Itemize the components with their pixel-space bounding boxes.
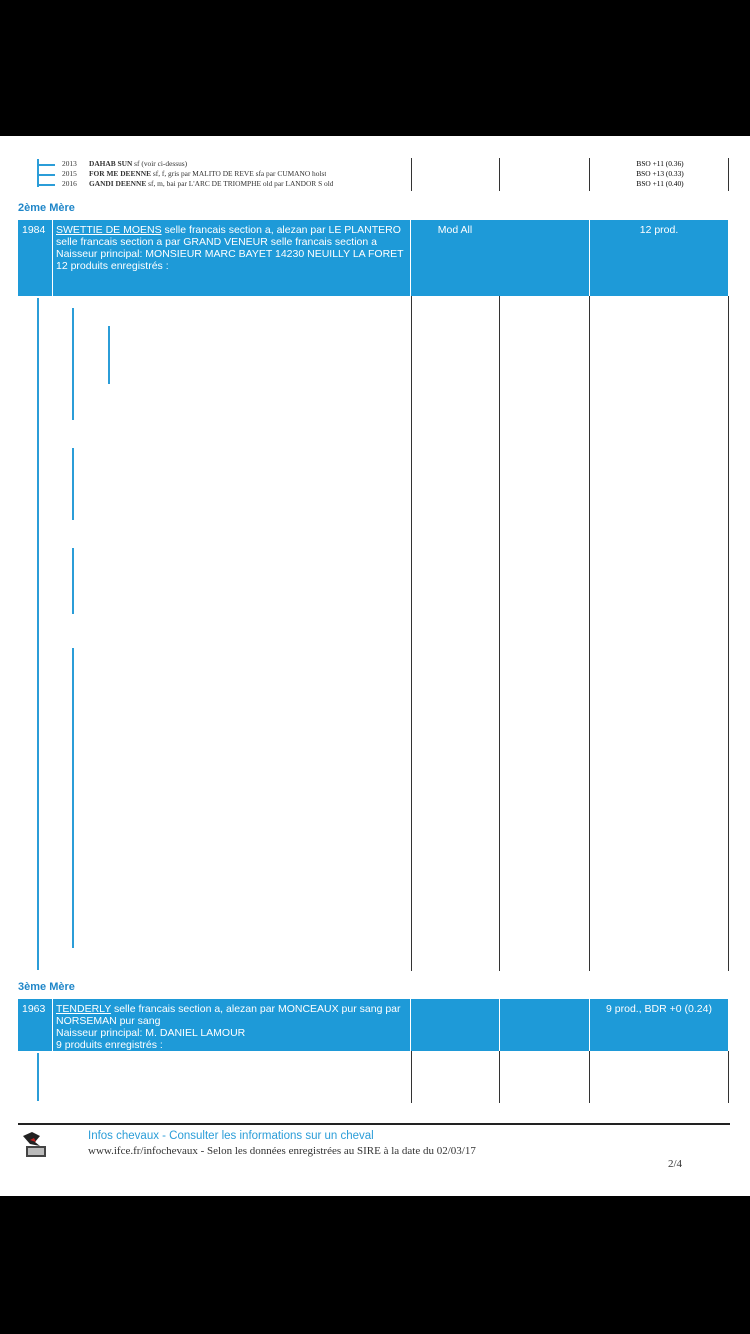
tree-line bbox=[37, 174, 55, 176]
dam-desc: selle francais section a, alezan par LE PLANTERO selle francais section a par GRAND VENEUR selle francais section a bbox=[56, 224, 401, 248]
horse-logo-icon bbox=[20, 1130, 50, 1162]
tree-line bbox=[37, 184, 55, 186]
performance: BSO +11 (0.36) bbox=[636, 159, 684, 168]
section-title: 2ème Mère bbox=[18, 202, 75, 214]
column-divider bbox=[589, 1051, 590, 1103]
performance: BSO +13 (0.33) bbox=[636, 169, 684, 178]
dam-info bbox=[56, 224, 408, 272]
tree-line bbox=[72, 648, 74, 816]
year: 2013 bbox=[62, 159, 77, 168]
dam-breeder: Naisseur principal: MONSIEUR MARC BAYET 14230 NEUILLY LA FORET bbox=[56, 248, 404, 260]
dam-name: TENDERLY bbox=[56, 1003, 112, 1015]
tree-line bbox=[37, 164, 55, 166]
column-divider bbox=[411, 1051, 412, 1103]
column-divider bbox=[589, 296, 590, 971]
tree-line bbox=[37, 1053, 39, 1101]
dam-summary: 12 prod. bbox=[639, 224, 679, 236]
tree-line bbox=[72, 548, 74, 614]
tree-line bbox=[72, 308, 74, 420]
footer-divider bbox=[18, 1123, 730, 1125]
dam-year: 1984 bbox=[22, 224, 46, 236]
dam-name: SWETTIE DE MOENS bbox=[56, 224, 162, 236]
tree-line bbox=[108, 326, 110, 384]
horse-entry: DAHAB SUN sf (voir ci-dessus) bbox=[89, 159, 188, 168]
column-divider bbox=[499, 1051, 500, 1103]
page-number: 2/4 bbox=[668, 1158, 683, 1170]
column-divider bbox=[589, 158, 590, 191]
tree-line bbox=[37, 298, 39, 970]
dam-count: 12 produits enregistrés : bbox=[56, 260, 169, 272]
dam-header bbox=[18, 220, 728, 296]
dam-count: 9 produits enregistrés : bbox=[56, 1039, 163, 1051]
column-divider bbox=[411, 296, 412, 971]
column-divider bbox=[499, 158, 500, 191]
horse-entry: GANDI DEENNE sf, m, bai par L'ARC DE TRIOMPHE old par LANDOR S old bbox=[89, 179, 334, 188]
column-divider bbox=[411, 158, 412, 191]
horse-entry: FOR ME DEENNE sf, f, gris par MALITO DE REVE sfa par CUMANO holst bbox=[89, 169, 327, 178]
section-title: 3ème Mère bbox=[18, 981, 75, 993]
column-divider bbox=[499, 296, 500, 971]
dam-header bbox=[18, 999, 728, 1051]
year: 2016 bbox=[62, 179, 77, 188]
dam-mod: Mod All bbox=[437, 224, 473, 236]
performance: BSO +11 (0.40) bbox=[636, 179, 684, 188]
footer-title[interactable]: Infos chevaux - Consulter les informations sur un cheval bbox=[88, 1130, 374, 1142]
column-divider bbox=[728, 158, 729, 191]
dam-info bbox=[56, 1003, 408, 1051]
column-divider bbox=[728, 1051, 729, 1103]
document-page bbox=[0, 136, 750, 1196]
dam-breeder: Naisseur principal: M. DANIEL LAMOUR bbox=[56, 1027, 246, 1039]
dam-year: 1963 bbox=[22, 1003, 46, 1015]
tree-line bbox=[72, 812, 74, 948]
dam-summary: 9 prod., BDR +0 (0.24) bbox=[606, 1003, 712, 1015]
footer-source: www.ifce.fr/infochevaux - Selon les données enregistrées au SIRE à la date du 02/03/17 bbox=[88, 1145, 476, 1157]
tree-line bbox=[72, 448, 74, 520]
dam-desc: selle francais section a, alezan par MONCEAUX pur sang par NORSEMAN pur sang bbox=[56, 1003, 401, 1027]
year: 2015 bbox=[62, 169, 77, 178]
column-divider bbox=[728, 296, 729, 971]
